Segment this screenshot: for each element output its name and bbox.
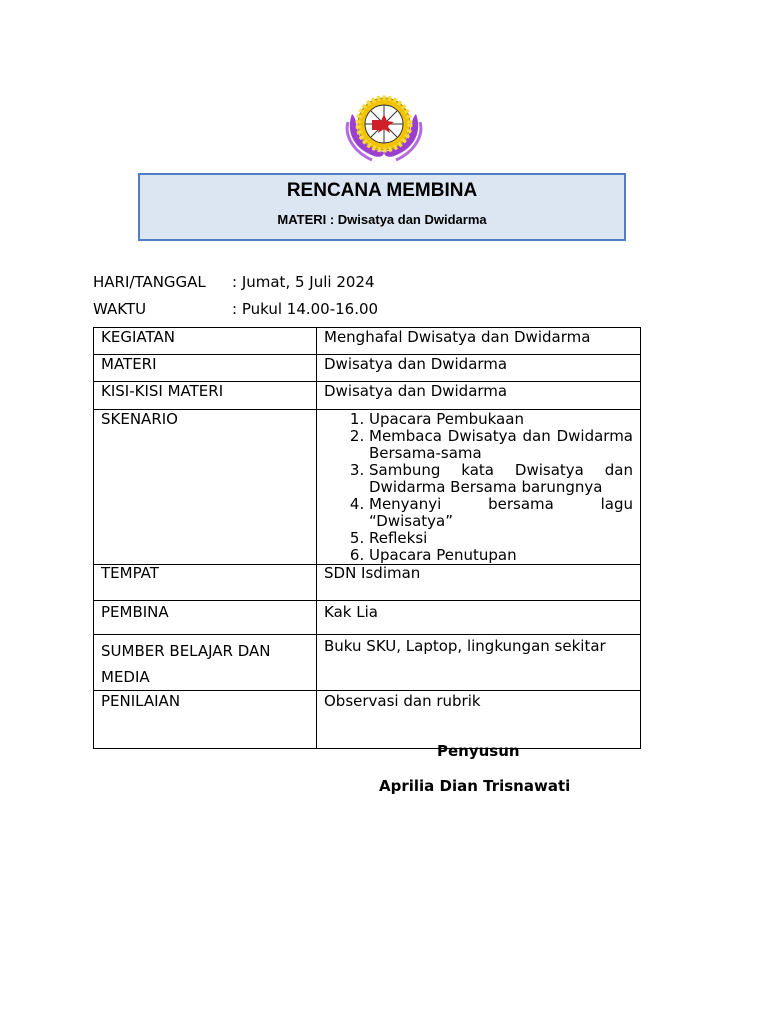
kegiatan-label: KEGIATAN — [94, 328, 317, 355]
kisi-label: KISI-KISI MATERI — [94, 382, 317, 410]
sumber-value: Buku SKU, Laptop, lingkungan sekitar — [317, 635, 641, 691]
table-row — [94, 355, 641, 382]
table-row — [94, 601, 641, 635]
table-row — [94, 382, 641, 410]
sumber-label: SUMBER BELAJAR DAN MEDIA — [94, 635, 317, 691]
list-item: 2. Membaca Dwisatya dan Dwidarma Bersama-sama — [369, 428, 633, 462]
waktu-label: WAKTU — [93, 300, 147, 318]
list-item: 1. Upacara Pembukaan — [369, 411, 633, 428]
pembina-label: PEMBINA — [94, 601, 317, 635]
table-row — [94, 328, 641, 355]
table-row — [94, 410, 641, 565]
list-item: 4. Menyanyi bersama lagu “Dwisatya” — [369, 496, 633, 530]
signature-name: Aprilia Dian Trisnawati — [379, 777, 571, 795]
table-row — [94, 691, 641, 749]
kegiatan-value: Menghafal Dwisatya dan Dwidarma — [317, 328, 641, 355]
skenario-label: SKENARIO — [94, 410, 317, 565]
plan-table — [93, 327, 641, 749]
skenario-list — [324, 411, 633, 564]
table-row — [94, 565, 641, 601]
info-waktu-row — [93, 300, 378, 318]
title-box — [138, 173, 626, 241]
penilaian-value: Observasi dan rubrik — [317, 691, 641, 749]
waktu-value: : Pukul 14.00-16.00 — [232, 300, 379, 318]
signature-role: Penyusun — [437, 742, 520, 760]
info-hari-row — [93, 273, 375, 291]
document-subtitle: MATERI : Dwisatya dan Dwidarma — [277, 212, 487, 227]
scout-emblem-icon — [344, 92, 424, 164]
pembina-value: Kak Lia — [317, 601, 641, 635]
document-title: RENCANA MEMBINA — [286, 180, 478, 201]
hari-label: HARI/TANGGAL — [93, 273, 206, 291]
materi-label: MATERI — [94, 355, 317, 382]
table-row — [94, 635, 641, 691]
materi-value: Dwisatya dan Dwidarma — [317, 355, 641, 382]
hari-value: : Jumat, 5 Juli 2024 — [232, 273, 375, 291]
kisi-value: Dwisatya dan Dwidarma — [317, 382, 641, 410]
tempat-value: SDN Isdiman — [317, 565, 641, 601]
skenario-cell — [317, 410, 641, 565]
list-item: 6. Upacara Penutupan — [369, 547, 633, 564]
list-item: 3. Sambung kata Dwisatya dan Dwidarma Bersama barungnya — [369, 462, 633, 496]
list-item: 5. Refleksi — [369, 530, 633, 547]
penilaian-label: PENILAIAN — [94, 691, 317, 749]
tempat-label: TEMPAT — [94, 565, 317, 601]
